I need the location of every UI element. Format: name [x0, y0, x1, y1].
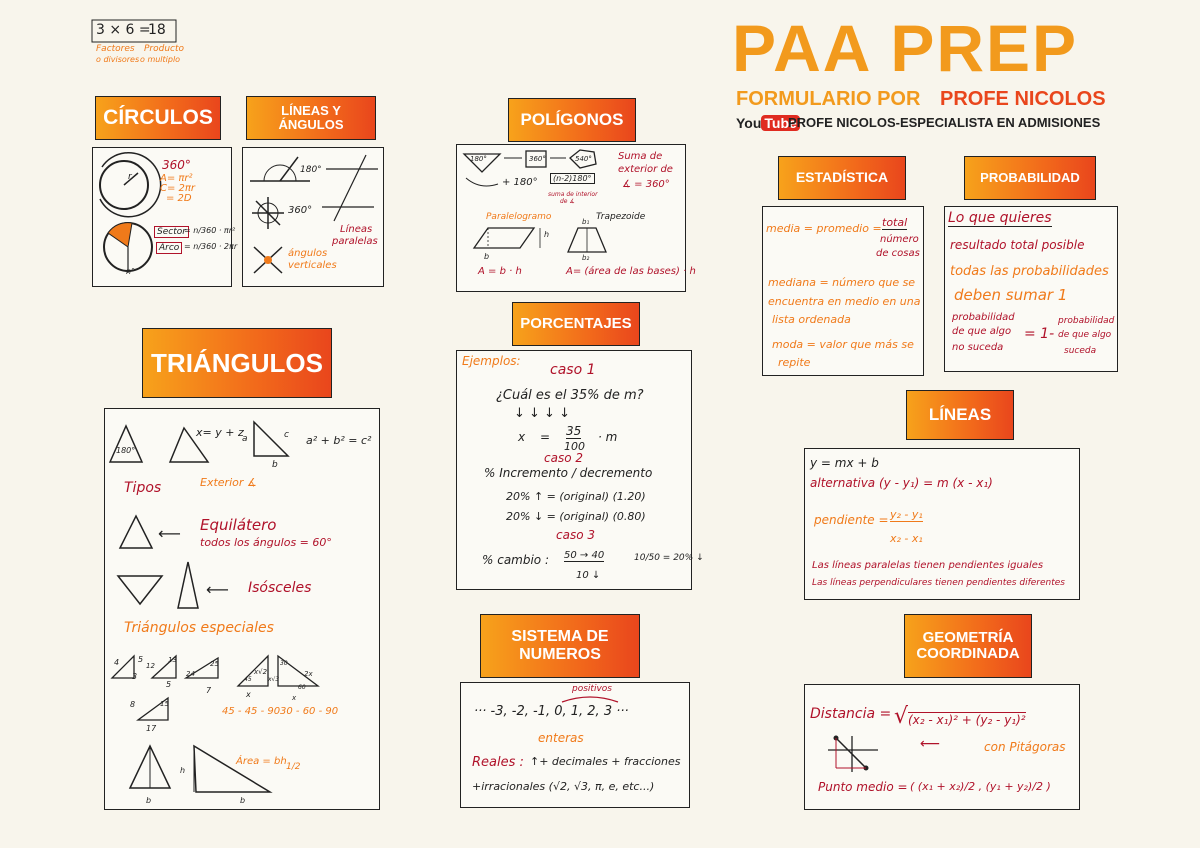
est-moda-2: repite — [778, 356, 811, 369]
header-estadistica: ESTADÍSTICA — [778, 156, 906, 200]
tri-n17: 17 — [146, 724, 157, 733]
tri-n5b: 5 — [166, 680, 172, 689]
prob-p1-1: probabilidad — [952, 312, 1015, 323]
tri-n7: 7 — [206, 686, 212, 695]
legend-right-2: o multiplo — [140, 55, 181, 64]
header-probabilidad: PROBABILIDAD — [964, 156, 1096, 200]
est-numero-1: número — [880, 234, 919, 245]
tri-n15: 15 — [160, 700, 169, 708]
pol-formula: (n-2)180° — [550, 173, 595, 184]
pct-eq-m: · m — [598, 430, 618, 444]
tri-d45: 45 — [244, 676, 252, 683]
geo-pitagoras: con Pitágoras — [984, 740, 1066, 754]
header-lineas: LÍNEAS — [906, 390, 1014, 440]
tri-n24: 24 — [186, 670, 195, 678]
prob-p2-1: probabilidad — [1058, 316, 1115, 326]
tri-dx2: 2x — [304, 670, 313, 678]
header-lineas-angulos-2: ÁNGULOS — [278, 117, 344, 132]
tri-b: b — [272, 460, 278, 470]
ang-180: 180° — [300, 165, 322, 175]
tri-tipos: Tipos — [124, 480, 162, 496]
est-media: media = promedio = — [766, 222, 882, 235]
prob-p1-2: de que algo — [952, 326, 1012, 337]
pol-h: h — [544, 230, 550, 239]
pct-cambio: % cambio : — [482, 553, 550, 567]
lin-alt: alternativa (y - y₁) = m (x - x₁) — [810, 476, 993, 490]
header-geometria-1: GEOMETRÍA — [922, 628, 1014, 646]
tri-x2: x√2 — [254, 668, 268, 676]
tri-n3: 3 — [132, 672, 138, 681]
sis-reales-rest: ↑+ decimales + fracciones — [530, 755, 681, 768]
tri-dx: x — [292, 694, 297, 702]
sis-arrow — [560, 694, 620, 704]
circ-sector-eq: = n/360 · πr² — [184, 226, 236, 235]
tri-x: x — [246, 690, 251, 699]
sis-reales: Reales : — [472, 755, 524, 770]
ang-paralelas-2: paralelas — [332, 236, 378, 247]
pol-paralelogramo: Paralelogramo — [486, 212, 552, 222]
pol-area-par: A = b · h — [478, 266, 522, 277]
pct-pregunta: ¿Cuál es el 35% de m? — [496, 388, 644, 403]
brand-subtitle-name: PROFE NICOLOS — [940, 88, 1106, 110]
pct-eq-eq: = — [540, 430, 551, 444]
header-porcentajes: PORCENTAJES — [512, 302, 640, 346]
pol-exterior-1: Suma de — [618, 151, 663, 162]
pct-eq-num: 35 — [566, 424, 582, 438]
geo-punto-medio: Punto medio = — [818, 780, 908, 794]
youtube-you: You — [736, 115, 762, 131]
tri-n12: 12 — [146, 662, 155, 670]
pol-b1: b₁ — [582, 218, 590, 226]
geo-dist-formula: (x₂ - x₁)² + (y₂ - y₁)² — [908, 713, 1026, 727]
header-lineas-angulos-1: LÍNEAS Y — [281, 102, 341, 118]
est-moda-1: moda = valor que más se — [772, 338, 914, 351]
circ-circ: C= 2πr — [160, 183, 196, 194]
lin-pnum: y₂ - y₁ — [890, 508, 923, 521]
geo-arrow: ⟵ — [920, 736, 941, 752]
legend-right-1: Producto — [144, 44, 185, 54]
ang-360: 360° — [288, 205, 313, 216]
legend-left-2: o divisores — [96, 55, 140, 64]
pct-caso2: caso 2 — [544, 451, 583, 465]
tri-half: 1/2 — [286, 762, 301, 772]
pol-exterior-3: ∡ = 360° — [622, 179, 670, 190]
tri-equilatero: Equilátero — [200, 516, 277, 534]
pol-360: 360° — [529, 155, 546, 163]
est-total: total — [882, 216, 908, 229]
tri-a: a — [242, 434, 248, 444]
prob-p2-3: suceda — [1064, 346, 1097, 356]
circ-arco-eq: = n/360 · 2πr — [184, 242, 238, 251]
tri-h: h — [180, 766, 186, 775]
pct-dec: 20% ↓ = (original) (0.80) — [506, 510, 646, 523]
circ-r: r — [128, 172, 132, 182]
tri-d30: 30 — [280, 660, 288, 667]
circ-area: A= πr² — [160, 173, 193, 184]
prob-p2-2: de que algo — [1058, 330, 1112, 340]
geo-diagram — [826, 734, 886, 774]
tri-pit: a² + b² = c² — [306, 434, 372, 447]
est-mediana-1: mediana = número que se — [768, 276, 916, 289]
pol-suma-2: de ∡ — [560, 198, 575, 205]
pol-suma-1: suma de interior — [548, 191, 598, 198]
triangle-diagrams — [104, 408, 380, 810]
tri-isosceles: Isósceles — [248, 580, 312, 596]
tri-n8: 8 — [130, 700, 136, 709]
lin-ymxb: y = mx + b — [810, 456, 879, 470]
pol-540: 540° — [575, 155, 592, 163]
tri-b2: b — [240, 796, 246, 805]
ang-paralelas-1: Líneas — [340, 224, 373, 235]
tri-arrow-eq: ⟵ — [158, 524, 181, 543]
legend-expr: 3 × 6 = — [96, 22, 151, 38]
header-sistema-2: NUMEROS — [519, 646, 601, 663]
tri-area: Área = bh — [236, 756, 287, 767]
sis-sequence: ··· -3, -2, -1, 0, 1, 2, 3 ··· — [474, 704, 629, 719]
sis-enteras: enteras — [538, 731, 584, 745]
circ-deg: 360° — [162, 158, 191, 172]
sis-irracionales: +irracionales (√2, √3, π, e, etc...) — [472, 780, 655, 793]
header-lineas-angulos — [246, 96, 376, 140]
geo-pm-formula: ( (x₁ + x₂)/2 , (y₁ + y₂)/2 ) — [910, 780, 1051, 793]
pol-plus: + 180° — [502, 177, 538, 188]
pct-cambio-den: 10 ↓ — [576, 570, 601, 581]
pol-180: 180° — [470, 155, 487, 163]
circ-arco: Arco — [156, 242, 182, 254]
pct-cambio-num: 50 → 40 — [564, 550, 605, 561]
tri-n4: 4 — [114, 658, 120, 667]
header-circulos: CÍRCULOS — [95, 96, 221, 140]
pct-inc: 20% ↑ = (original) (1.20) — [506, 490, 646, 503]
est-mediana-2: encuentra en medio en una — [768, 295, 921, 308]
est-mediana-3: lista ordenada — [772, 313, 851, 326]
tri-equilatero-sub: todos los ángulos = 60° — [200, 536, 332, 549]
circ-circ2: = 2D — [166, 193, 192, 204]
tri-r454590: 45 - 45 - 90 — [222, 706, 281, 717]
header-geometria-2: COORDINADA — [916, 645, 1020, 662]
tri-xyz: x= y + z — [196, 426, 244, 439]
sis-positivos: positivos — [572, 684, 612, 694]
lin-perpendiculares: Las líneas perpendiculares tienen pendientes diferentes — [812, 578, 1065, 588]
tri-especiales: Triángulos especiales — [124, 620, 274, 636]
brand-title: PAA PREP — [732, 11, 1079, 85]
tri-x3: x√3 — [268, 676, 280, 683]
pol-b: b — [484, 252, 490, 261]
prob-quieres: Lo que quieres — [948, 210, 1052, 226]
tri-180: 180° — [116, 446, 136, 455]
circ-n: n° — [126, 267, 136, 276]
tri-n13: 13 — [168, 656, 177, 664]
pct-ejemplos: Ejemplos: — [462, 354, 521, 368]
prob-p1-3: no suceda — [952, 342, 1004, 353]
pct-incremento: % Incremento / decremento — [484, 466, 653, 480]
brand-channel: PROFE NICOLOS-ESPECIALISTA EN ADMISIONES — [788, 115, 1101, 130]
ang-verticales-2: verticales — [288, 260, 337, 271]
prob-todas-1: todas las probabilidades — [950, 264, 1109, 279]
est-numero-2: de cosas — [876, 248, 920, 259]
prob-eq: = 1- — [1024, 326, 1055, 342]
lin-pden: x₂ - x₁ — [890, 532, 923, 545]
tri-r306090: 30 - 60 - 90 — [280, 706, 339, 717]
tri-arrow-iso: ⟵ — [206, 580, 229, 599]
youtube-tube: Tube — [761, 115, 799, 131]
header-poligonos: POLÍGONOS — [508, 98, 636, 142]
legend-brackets — [92, 20, 185, 70]
lin-paralelas: Las líneas paralelas tienen pendientes iguales — [812, 560, 1044, 571]
tri-n5: 5 — [138, 655, 144, 664]
ang-verticales-1: ángulos — [288, 248, 328, 259]
pct-arrows: ↓ ↓ ↓ ↓ — [514, 406, 570, 421]
tri-exterior: Exterior ∡ — [200, 476, 257, 489]
tri-d60: 60 — [298, 684, 306, 691]
tri-n25: 25 — [210, 660, 219, 668]
pol-exterior-2: exterior de — [618, 164, 673, 175]
pol-trapezoide: Trapezoide — [596, 212, 646, 222]
lin-pendiente: pendiente = — [814, 513, 889, 527]
prob-todas-2: deben sumar 1 — [954, 286, 1068, 304]
tri-c: c — [284, 430, 289, 440]
prob-total: resultado total posible — [950, 238, 1085, 252]
header-triangulos: TRIÁNGULOS — [142, 328, 332, 398]
header-sistema — [480, 614, 640, 678]
header-sistema-1: SISTEMA DE — [511, 628, 609, 646]
pct-result: 10/50 = 20% ↓ — [634, 553, 704, 563]
pct-eq-den: 100 — [564, 440, 585, 453]
pol-area-trap: A= (área de las bases) · h — [566, 266, 696, 277]
pct-caso3: caso 3 — [556, 528, 595, 542]
circ-sector: Sector — [154, 226, 189, 238]
header-geometria — [904, 614, 1032, 678]
brand-subtitle-prefix: FORMULARIO POR — [736, 88, 921, 110]
tri-b1: b — [146, 796, 152, 805]
geo-sqrt: √ — [894, 704, 909, 729]
pol-b2: b₂ — [582, 254, 590, 262]
legend-left-1: Factores — [96, 44, 135, 54]
geo-distancia: Distancia = — [810, 706, 892, 722]
legend-result: 18 — [148, 22, 166, 38]
pct-caso1: caso 1 — [550, 362, 596, 378]
pct-eq-x: x — [518, 430, 526, 444]
